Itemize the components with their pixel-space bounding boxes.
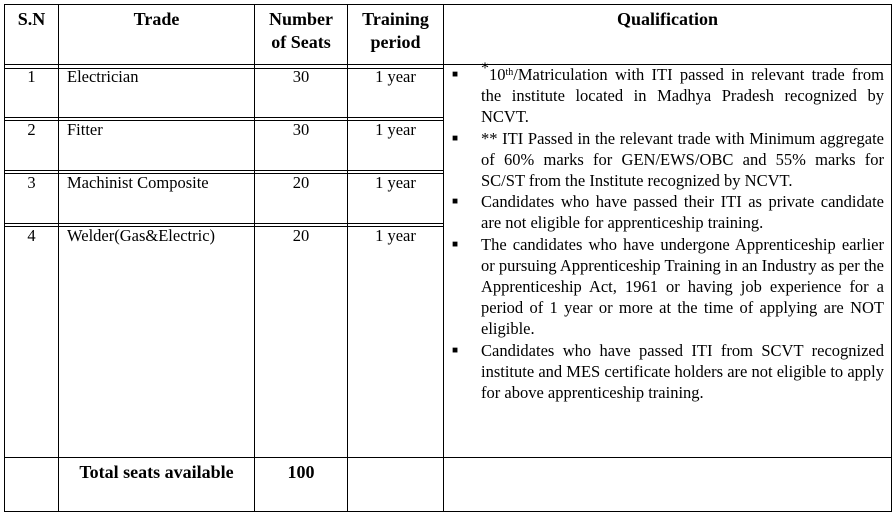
ordinal-suffix: th: [505, 66, 514, 78]
qualification-item-text: Candidates who have passed ITI from SCVT recognized institute and MES certificate holders are not eligible to apply for above apprenticeship training.: [481, 340, 884, 403]
row-seats: 20: [292, 226, 310, 245]
row-trade: Electrician: [67, 67, 139, 86]
header-period-line2: period: [370, 32, 421, 52]
square-bullet-icon: ■: [452, 238, 459, 250]
row-sn: 4: [27, 226, 36, 245]
row-period: 1 year: [375, 67, 416, 86]
row-trade: Machinist Composite: [67, 173, 209, 192]
square-bullet-icon: ■: [452, 132, 459, 144]
qualification-item-text: /Matriculation with ITI passed in relevant trade from the institute located in Madhya Pradesh recognized by NCVT.: [481, 65, 884, 127]
qualification-item-text: The candidates who have undergone Apprenticeship earlier or pursuing Apprenticeship Training in an Industry as per the Apprenticeship Act, 1961 or having job experience for a period of 1 year or more at the time of applying are NOT eligible.: [481, 234, 884, 339]
header-seats-line2: of Seats: [271, 32, 331, 52]
header-seats: [255, 8, 347, 54]
qualification-list: [452, 60, 884, 403]
total-value: 100: [287, 462, 315, 482]
qualification-item: [452, 191, 884, 233]
total-label: Total seats available: [79, 462, 234, 482]
header-qualification: Qualification: [616, 9, 718, 29]
row-seats: 30: [292, 120, 310, 139]
row-sn: 3: [27, 173, 36, 192]
qualification-item-text: Candidates who have passed their ITI as private candidate are not eligible for apprenticeship training.: [481, 192, 884, 233]
qualification-item: [452, 60, 884, 128]
row-seats: 30: [292, 67, 310, 86]
header-period-line1: Training: [362, 9, 429, 29]
square-bullet-icon: ■: [452, 196, 459, 208]
square-bullet-icon: ■: [452, 69, 459, 80]
row-period: 1 year: [375, 173, 416, 192]
qualification-item-text: ** ITI Passed in the relevant trade with Minimum aggregate of 60% marks for GEN/EWS/OBC and 55% marks for SC/ST from the Institute recognized by NCVT.: [481, 128, 884, 191]
asterisk-mark: *: [481, 60, 489, 77]
header-period: [348, 8, 443, 54]
square-bullet-icon: ■: [452, 344, 459, 356]
row-trade: Welder(Gas&Electric): [67, 226, 216, 245]
row-period: 1 year: [375, 226, 416, 245]
header-sn: S.N: [17, 9, 46, 29]
header-trade: Trade: [133, 9, 180, 29]
qualification-item: [452, 128, 884, 192]
row-seats: 20: [292, 173, 310, 192]
header-seats-line1: Number: [269, 9, 333, 29]
qualification-item: [452, 234, 884, 340]
row-sn: 1: [27, 67, 36, 86]
row-sn: 2: [27, 120, 36, 139]
qualification-item: [452, 340, 884, 404]
row-trade: Fitter: [67, 120, 103, 139]
qualification-item-number: 10: [489, 65, 506, 84]
row-period: 1 year: [375, 120, 416, 139]
